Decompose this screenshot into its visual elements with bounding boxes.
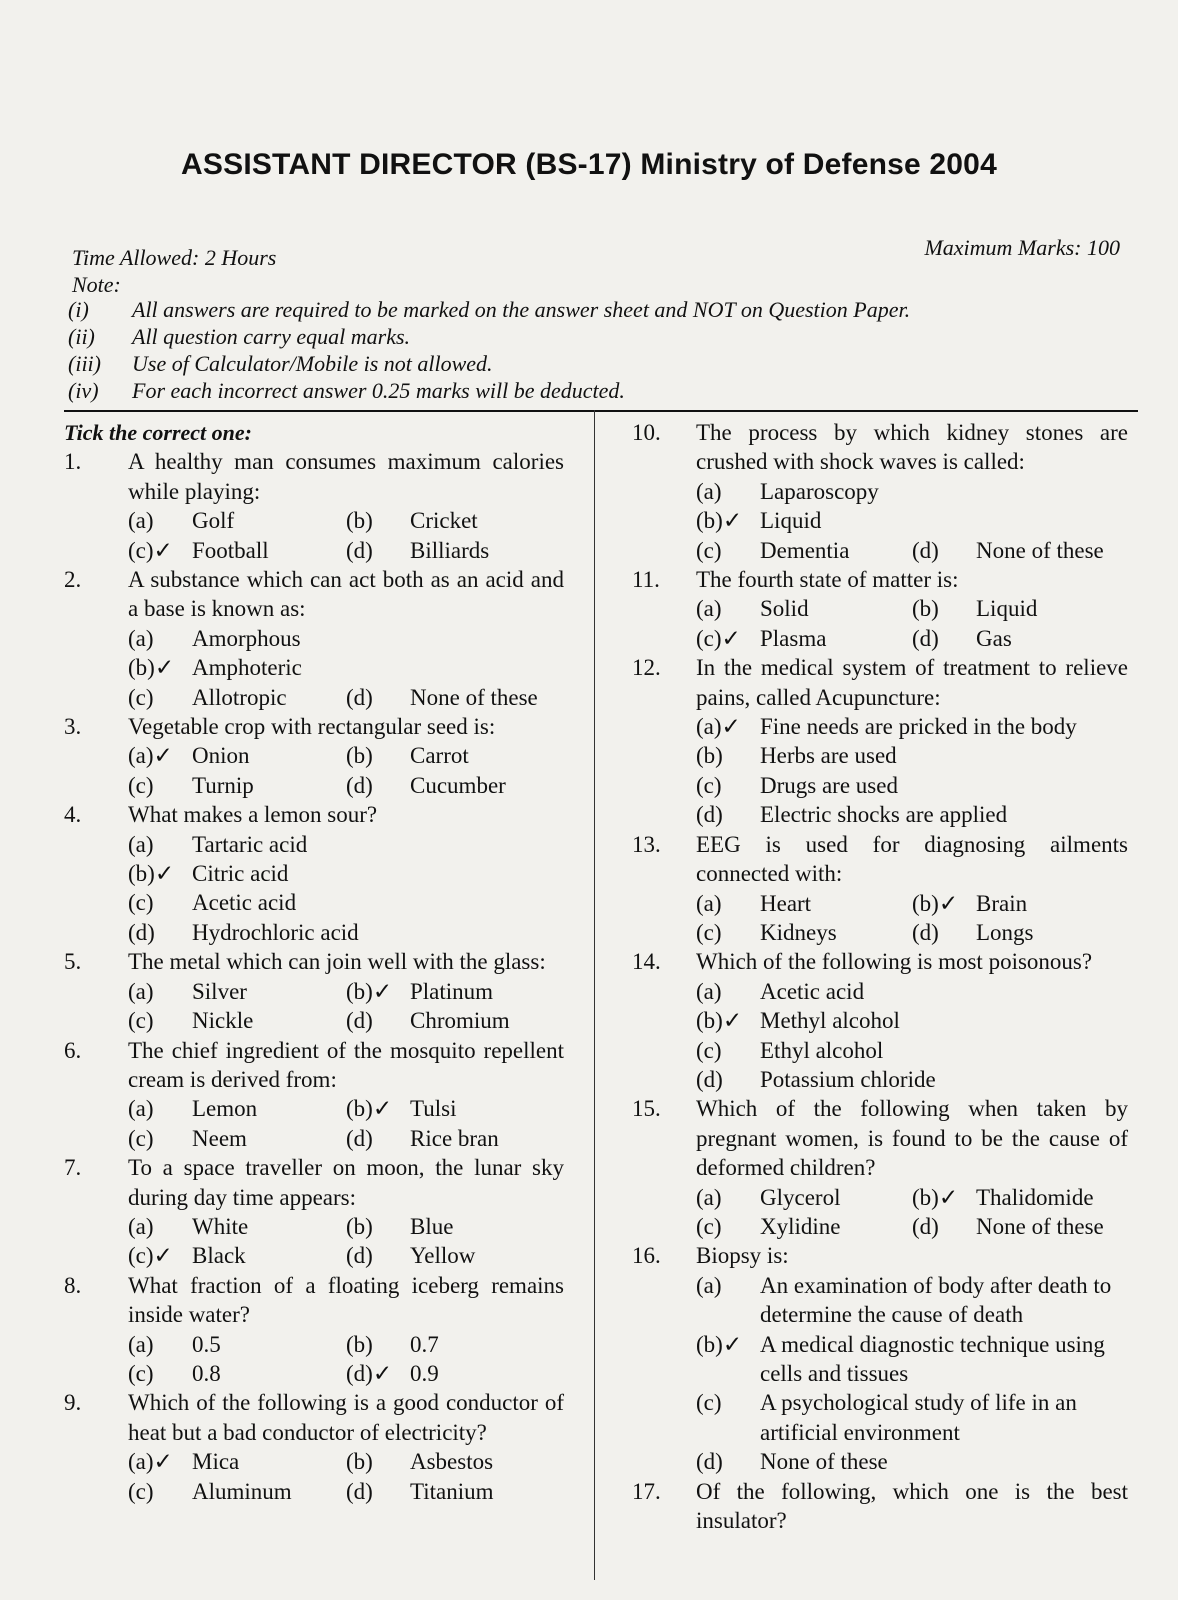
option-label: (c) <box>128 684 154 710</box>
option-text: 0.5 <box>192 1331 221 1357</box>
option-text: Citric acid <box>192 861 289 887</box>
option-text: Asbestos <box>410 1449 494 1475</box>
time-allowed: Time Allowed: 2 Hours <box>72 245 277 270</box>
question <box>64 447 564 565</box>
option-b[interactable] <box>346 977 564 1006</box>
column-divider <box>594 410 595 1580</box>
question-text: EEG is used for diagnosing ailments connected with: <box>696 831 1128 887</box>
question-number: 11. <box>632 567 660 593</box>
option-text: Drugs are used <box>760 772 898 798</box>
option-b[interactable] <box>696 1006 1128 1035</box>
option-text: Methyl alcohol <box>760 1008 900 1034</box>
options <box>696 594 1128 653</box>
option-d[interactable] <box>346 1006 564 1035</box>
option-a[interactable] <box>128 506 346 535</box>
option-text: Xylidine <box>760 1213 841 1239</box>
option-label: (a)✓ <box>128 743 173 769</box>
option-label: (c) <box>128 772 154 798</box>
question <box>64 1036 564 1154</box>
option-label: (d) <box>912 919 939 945</box>
note-number: (iii) <box>68 351 101 376</box>
option-text: Liquid <box>760 508 822 534</box>
option-text: Platinum <box>410 978 494 1004</box>
option-d[interactable] <box>346 536 564 565</box>
instruction: Tick the correct one: <box>64 420 252 445</box>
right-column <box>632 418 1128 1535</box>
option-label: (d) <box>346 1125 373 1151</box>
option-label: (c)✓ <box>128 1243 173 1269</box>
option-c[interactable] <box>696 1388 1128 1447</box>
question-text: Biopsy is: <box>696 1243 789 1269</box>
option-label: (a) <box>128 978 154 1004</box>
question-text: What makes a lemon sour? <box>128 802 378 828</box>
option-label: (b) <box>346 1331 373 1357</box>
option-label: (c) <box>128 1125 154 1151</box>
options <box>696 977 1128 1095</box>
note-number: (i) <box>68 297 89 322</box>
option-label: (c) <box>128 1008 154 1034</box>
option-label: (b) <box>346 743 373 769</box>
option-label: (b)✓ <box>346 978 393 1004</box>
note-item <box>68 378 625 406</box>
options <box>128 683 564 712</box>
option-text: None of these <box>976 537 1104 563</box>
question <box>64 712 564 800</box>
option-label: (a) <box>696 978 722 1004</box>
option-text: White <box>192 1213 249 1239</box>
option-c[interactable] <box>696 1212 912 1241</box>
option-c[interactable] <box>128 1477 346 1506</box>
option-label: (a) <box>696 1272 722 1298</box>
options <box>128 1330 564 1389</box>
option-label: (d) <box>346 772 373 798</box>
note-item <box>68 351 493 379</box>
option-text: Hydrochloric acid <box>192 919 359 945</box>
option-text: Nickle <box>192 1008 254 1034</box>
option-d[interactable] <box>696 1447 1128 1476</box>
option-a[interactable] <box>128 1212 346 1241</box>
option-text: Liquid <box>976 596 1038 622</box>
option-b[interactable] <box>912 594 1128 623</box>
option-label: (c) <box>696 1390 722 1416</box>
option-a[interactable] <box>696 477 1128 506</box>
question-number: 10. <box>632 420 661 445</box>
note-text: For each incorrect answer 0.25 marks will be deducted. <box>132 378 625 403</box>
option-text: Aluminum <box>192 1478 292 1504</box>
option-label: (b)✓ <box>696 1331 743 1357</box>
question <box>64 947 564 1035</box>
option-label: (a)✓ <box>696 714 741 740</box>
option-label: (b)✓ <box>346 1096 393 1122</box>
question-text: Which of the following is a good conductor of heat but a bad conductor of electricity? <box>128 1390 564 1445</box>
option-d[interactable] <box>696 1065 1128 1094</box>
question-number: 5. <box>64 949 82 975</box>
note-item <box>68 297 910 325</box>
option-text: Longs <box>976 919 1034 945</box>
option-c[interactable] <box>696 536 912 565</box>
question-number: 8. <box>64 1272 82 1298</box>
option-label: (d) <box>346 1478 373 1504</box>
option-text: Rice bran <box>410 1125 499 1151</box>
option-text: Herbs are used <box>760 743 897 769</box>
option-d[interactable] <box>128 918 564 947</box>
option-text: Kidneys <box>760 919 837 945</box>
options <box>128 506 564 565</box>
option-d[interactable] <box>346 683 564 712</box>
question <box>632 830 1128 948</box>
option-label: (c) <box>128 1478 154 1504</box>
option-text: Tartaric acid <box>192 831 308 857</box>
option-label: (a) <box>128 1096 154 1122</box>
question-number: 15. <box>632 1096 661 1122</box>
option-d[interactable] <box>912 1212 1128 1241</box>
option-text: Electric shocks are applied <box>760 802 1008 828</box>
option-c[interactable] <box>128 1124 346 1153</box>
option-a[interactable] <box>128 741 346 770</box>
option-a[interactable] <box>128 830 564 859</box>
note-number: (ii) <box>68 324 95 349</box>
option-d[interactable] <box>346 1124 564 1153</box>
option-label: (b)✓ <box>696 1008 743 1034</box>
question-number: 14. <box>632 949 661 975</box>
question-number: 7. <box>64 1155 82 1181</box>
option-c[interactable] <box>128 536 346 565</box>
option-b[interactable] <box>128 859 564 888</box>
option-text: Chromium <box>410 1008 510 1034</box>
question-text: The fourth state of matter is: <box>696 567 959 593</box>
option-c[interactable] <box>128 1241 346 1270</box>
option-label: (c)✓ <box>696 625 741 651</box>
options <box>696 477 1128 536</box>
option-a[interactable] <box>696 889 912 918</box>
question <box>632 565 1128 653</box>
option-label: (a) <box>696 890 722 916</box>
option-text: Amphoteric <box>192 655 302 681</box>
question <box>632 418 1128 565</box>
option-text: Potassium chloride <box>760 1066 936 1092</box>
option-text: Blue <box>410 1213 454 1239</box>
option-label: (d) <box>696 802 723 828</box>
note-text: All question carry equal marks. <box>132 324 411 349</box>
option-b[interactable] <box>346 1212 564 1241</box>
option-label: (d)✓ <box>346 1360 393 1386</box>
option-label: (d) <box>696 1449 723 1475</box>
question <box>64 1388 564 1506</box>
question-text: Vegetable crop with rectangular seed is: <box>128 714 496 740</box>
option-c[interactable] <box>696 771 1128 800</box>
option-label: (a) <box>128 625 154 651</box>
option-text: 0.8 <box>192 1360 221 1386</box>
option-text: Ethyl alcohol <box>760 1037 884 1063</box>
option-text: Tulsi <box>410 1096 457 1122</box>
option-text: Brain <box>976 890 1028 916</box>
option-a[interactable] <box>696 977 1128 1006</box>
option-text: Acetic acid <box>760 978 865 1004</box>
option-d[interactable] <box>912 624 1128 653</box>
note-label: Note: <box>72 272 121 297</box>
question-number: 2. <box>64 567 82 593</box>
option-text: None of these <box>760 1449 888 1475</box>
option-a[interactable] <box>696 1271 1128 1330</box>
header-divider <box>64 410 1138 412</box>
question-text: A substance which can act both as an acid and a base is known as: <box>128 567 564 622</box>
question-number: 16. <box>632 1243 661 1269</box>
option-label: (c) <box>128 1360 154 1386</box>
option-text: Cucumber <box>410 772 506 798</box>
option-text: 0.9 <box>410 1360 439 1386</box>
question <box>632 1094 1128 1241</box>
question-number: 17. <box>632 1478 661 1504</box>
option-text: Lemon <box>192 1096 258 1122</box>
note-text: All answers are required to be marked on the answer sheet and NOT on Question Paper. <box>132 297 911 322</box>
option-text: Glycerol <box>760 1184 841 1210</box>
left-column <box>64 418 564 1506</box>
option-text: Onion <box>192 743 250 769</box>
options <box>128 830 564 948</box>
option-label: (d) <box>346 1008 373 1034</box>
options <box>128 1212 564 1271</box>
option-text: A medical diagnostic technique using cells and tissues <box>760 1331 1105 1386</box>
option-a[interactable] <box>128 1094 346 1123</box>
option-label: (b) <box>346 508 373 534</box>
option-label: (b)✓ <box>912 1184 959 1210</box>
question-number: 6. <box>64 1037 82 1063</box>
option-label: (a) <box>696 478 722 504</box>
question-text: Of the following, which one is the best insulator? <box>696 1478 1128 1534</box>
option-d[interactable] <box>346 1359 564 1388</box>
question <box>632 1241 1128 1476</box>
option-label: (a) <box>128 508 154 534</box>
option-text: Allotropic <box>192 684 287 710</box>
option-label: (c) <box>696 772 722 798</box>
option-d[interactable] <box>346 1477 564 1506</box>
option-text: Titanium <box>410 1478 494 1504</box>
option-label: (a) <box>128 831 154 857</box>
question-text: The chief ingredient of the mosquito repellent cream is derived from: <box>128 1037 564 1092</box>
option-text: Neem <box>192 1125 247 1151</box>
option-text: Plasma <box>760 625 827 651</box>
question-text: A healthy man consumes maximum calories while playing: <box>128 449 564 504</box>
option-text: Heart <box>760 890 812 916</box>
option-a[interactable] <box>128 977 346 1006</box>
question <box>64 565 564 712</box>
option-text: Amorphous <box>192 625 301 651</box>
question-text: The process by which kidney stones are crushed with shock waves is called: <box>696 420 1128 475</box>
option-c[interactable] <box>696 624 912 653</box>
question-text: Which of the following is most poisonous? <box>696 949 1093 975</box>
option-text: None of these <box>976 1213 1104 1239</box>
option-text: None of these <box>410 684 538 710</box>
options <box>128 624 564 683</box>
question-number: 4. <box>64 802 82 828</box>
option-label: (a) <box>128 1213 154 1239</box>
options <box>696 1183 1128 1242</box>
option-b[interactable] <box>346 1330 564 1359</box>
question-text: Which of the following when taken by pregnant women, is found to be the cause of deformed children? <box>696 1096 1128 1181</box>
option-c[interactable] <box>128 1006 346 1035</box>
option-label: (d) <box>912 1213 939 1239</box>
question-number: 12. <box>632 655 661 681</box>
option-label: (d) <box>128 919 155 945</box>
option-a[interactable] <box>696 594 912 623</box>
options <box>128 1447 564 1506</box>
question-number: 9. <box>64 1390 82 1416</box>
option-a[interactable] <box>128 624 564 653</box>
option-text: Fine needs are pricked in the body <box>760 714 1077 740</box>
option-b[interactable] <box>696 741 1128 770</box>
option-text: Turnip <box>192 772 254 798</box>
option-text: Billiards <box>410 537 490 563</box>
option-a[interactable] <box>128 1447 346 1476</box>
option-label: (a) <box>128 1331 154 1357</box>
option-b[interactable] <box>696 506 1128 535</box>
question-text: In the medical system of treatment to relieve pains, called Acupuncture: <box>696 655 1128 710</box>
option-b[interactable] <box>346 506 564 535</box>
question-number: 13. <box>632 831 661 857</box>
option-label: (d) <box>346 1243 373 1269</box>
option-b[interactable] <box>346 741 564 770</box>
option-label: (a) <box>696 596 722 622</box>
note-item <box>68 324 410 352</box>
option-d[interactable] <box>346 1241 564 1270</box>
question <box>632 653 1128 829</box>
option-c[interactable] <box>128 771 346 800</box>
option-a[interactable] <box>696 1183 912 1212</box>
option-label: (d) <box>912 537 939 563</box>
option-label: (b)✓ <box>912 890 959 916</box>
option-text: Solid <box>760 596 809 622</box>
option-d[interactable] <box>912 536 1128 565</box>
option-b[interactable] <box>912 889 1128 918</box>
note-number: (iv) <box>68 378 99 403</box>
option-b[interactable] <box>696 1330 1128 1389</box>
option-label: (a) <box>696 1184 722 1210</box>
option-b[interactable] <box>346 1094 564 1123</box>
question-text: What fraction of a floating iceberg remains inside water? <box>128 1272 564 1328</box>
option-label: (b) <box>346 1213 373 1239</box>
option-label: (c) <box>696 1037 722 1063</box>
question <box>64 1271 564 1389</box>
option-label: (d) <box>346 537 373 563</box>
option-text: An examination of body after death to determine the cause of death <box>760 1272 1112 1328</box>
option-b[interactable] <box>912 1183 1128 1212</box>
option-b[interactable] <box>128 653 564 682</box>
question <box>64 1153 564 1271</box>
option-label: (b)✓ <box>128 861 175 887</box>
option-text: Football <box>192 537 269 563</box>
option-text: Acetic acid <box>192 890 297 916</box>
note-text: Use of Calculator/Mobile is not allowed. <box>132 351 493 376</box>
option-a[interactable] <box>696 712 1128 741</box>
option-d[interactable] <box>346 771 564 800</box>
option-label: (b) <box>346 1449 373 1475</box>
option-label: (d) <box>696 1066 723 1092</box>
option-text: Black <box>192 1243 246 1269</box>
question-number: 3. <box>64 714 82 740</box>
option-label: (d) <box>346 684 373 710</box>
option-label: (c) <box>696 919 722 945</box>
option-label: (c)✓ <box>128 537 173 563</box>
option-text: Silver <box>192 978 247 1004</box>
option-text: A psychological study of life in an artificial environment <box>760 1390 1077 1445</box>
options <box>696 712 1128 830</box>
option-text: Yellow <box>410 1243 476 1269</box>
option-text: Carrot <box>410 743 469 769</box>
option-c[interactable] <box>128 1359 346 1388</box>
page-title: ASSISTANT DIRECTOR (BS-17) Ministry of Defense 2004 <box>181 148 997 181</box>
option-text: Dementia <box>760 537 850 563</box>
options <box>696 889 1128 948</box>
option-text: Golf <box>192 508 235 534</box>
option-b[interactable] <box>346 1447 564 1476</box>
option-c[interactable] <box>128 888 564 917</box>
option-d[interactable] <box>696 800 1128 829</box>
option-label: (a)✓ <box>128 1449 173 1475</box>
option-label: (b) <box>912 596 939 622</box>
option-label: (b) <box>696 743 723 769</box>
option-c[interactable] <box>128 683 346 712</box>
option-label: (b)✓ <box>696 508 743 534</box>
option-text: Cricket <box>410 508 478 534</box>
options <box>128 977 564 1036</box>
option-label: (c) <box>128 890 154 916</box>
options <box>128 1094 564 1153</box>
question <box>632 947 1128 1094</box>
maximum-marks: Maximum Marks: 100 <box>924 235 1120 260</box>
question-number: 1. <box>64 449 82 475</box>
option-text: Laparoscopy <box>760 478 879 504</box>
question-text: The metal which can join well with the glass: <box>128 949 546 975</box>
options <box>696 1271 1128 1477</box>
option-text: 0.7 <box>410 1331 439 1357</box>
option-c[interactable] <box>696 1036 1128 1065</box>
option-label: (d) <box>912 625 939 651</box>
options <box>696 536 1128 565</box>
options <box>128 741 564 800</box>
option-text: Thalidomide <box>976 1184 1094 1210</box>
question <box>632 1477 1128 1536</box>
option-label: (c) <box>696 1213 722 1239</box>
option-d[interactable] <box>912 918 1128 947</box>
option-label: (c) <box>696 537 722 563</box>
option-text: Mica <box>192 1449 240 1475</box>
option-c[interactable] <box>696 918 912 947</box>
option-text: Gas <box>976 625 1012 651</box>
question-text: To a space traveller on moon, the lunar sky during day time appears: <box>128 1155 564 1210</box>
option-label: (b)✓ <box>128 655 175 681</box>
option-a[interactable] <box>128 1330 346 1359</box>
question <box>64 800 564 947</box>
